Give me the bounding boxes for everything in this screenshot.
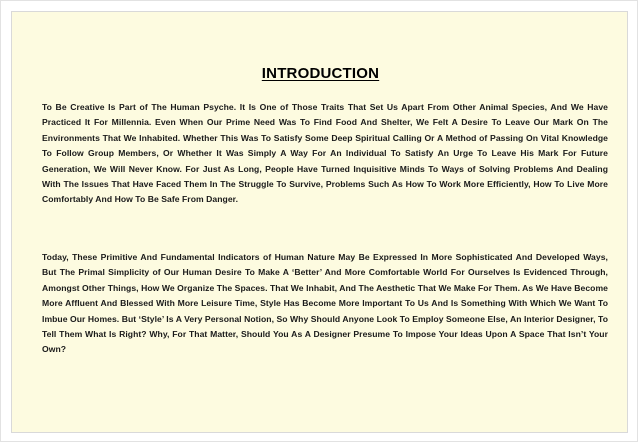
paragraph-2: Today, These Primitive And Fundamental Indicators of Human Nature May Be Expressed In More Sophisticated And Developed Ways, But The Primal Simplicity of Our Human Desire To Make A ‘Better’ And More Comfortable World For Ourselves Is Evidenced Through, Amongst Other Things, How We Organize The Spaces. That We Inhabit, And The Aesthetic That We Make For Them. As We Have Become More Affluent And Blessed With More Leisure Time, Style Has Become More Important To Us And Is Something With Which We Want To Imbue Our Homes. But ‘Style’ Is A Very Personal Notion, So Why Should Anyone Look To Employ Someone Else, An Interior Designer, To Tell Them What Is Right? Why, For That Matter, Should You As A Designer Presume To Impose Your Ideas Upon A Space That Isn’t Your Own? <box>42 252 608 355</box>
paragraph-1: To Be Creative Is Part of The Human Psyche. It Is One of Those Traits That Set Us Apart From Other Animal Species, And We Have Practiced It For Millennia. Even When Our Prime Need Was To Find Food And Shelter, We Felt A Desire To Leave Our Mark On The Environments That We Inhabited. Whether This Was To Satisfy Some Deep Spiritual Calling Or A Method of Passing On Vital Knowledge To Follow Group Members, Or Whether It Was Simply A Way For An Individual To Satisfy An Urge To Leave His Mark For Future Generation, We Will Never Know. For Just As Long, People Have Turned Inquisitive Minds To Ways of Solving Problems And Dealing With The Issues That Have Faced Them In The Struggle To Survive, Problems Such As How To Work More Efficiently, How To Live More Comfortably And How To Be Safe From Danger. <box>42 102 608 205</box>
page-title: INTRODUCTION <box>261 65 380 82</box>
content-frame <box>11 11 628 433</box>
